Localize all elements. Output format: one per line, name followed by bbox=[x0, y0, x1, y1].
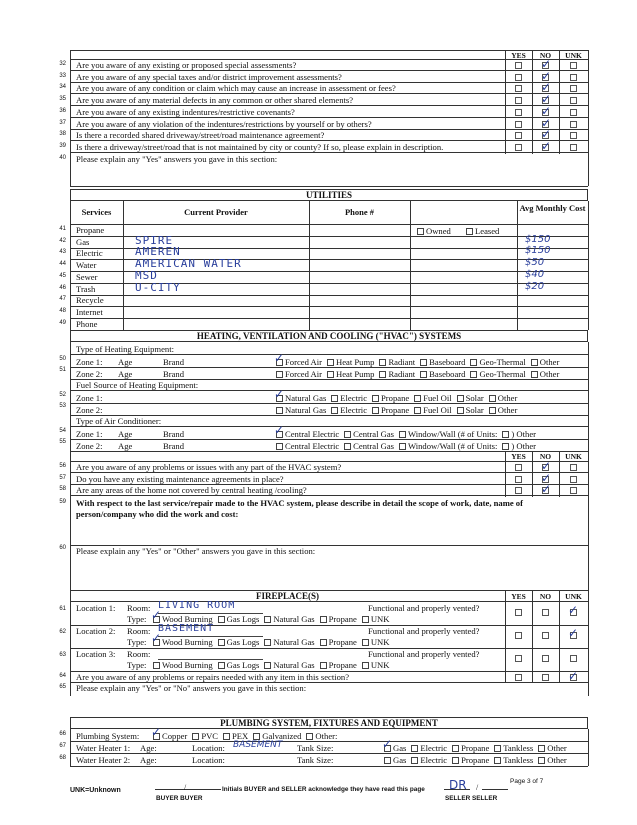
option-2[interactable]: Propane bbox=[452, 743, 489, 753]
line-number: 66 bbox=[59, 731, 66, 737]
answer-yes-checkbox[interactable] bbox=[515, 97, 522, 104]
hvac-zone2-age: Age bbox=[118, 369, 133, 379]
option-1[interactable]: Gas Logs bbox=[218, 614, 260, 624]
line-number: 50 bbox=[59, 356, 66, 362]
fuel-label: Fuel Source of Heating Equipment: bbox=[76, 380, 199, 390]
fireplace-unk-check: ✓ bbox=[568, 626, 579, 640]
option-3[interactable]: Tankless bbox=[494, 755, 533, 765]
line-number: 35 bbox=[59, 96, 66, 103]
option-check-mark: ✓ bbox=[151, 608, 162, 622]
seller-slash: / bbox=[476, 783, 479, 792]
option-0[interactable]: Forced Air bbox=[276, 369, 322, 379]
answer-check-mark: ✓ bbox=[541, 138, 552, 153]
option-0[interactable]: ✓ Wood Burning bbox=[151, 631, 213, 647]
leased-option[interactable]: Leased bbox=[466, 226, 499, 236]
question-text: Are any areas of the home not covered by central heating /cooling? bbox=[76, 485, 307, 496]
fireplace-location-label: Location 2: bbox=[76, 626, 116, 636]
option-4[interactable]: Other bbox=[538, 755, 567, 765]
seller-label: SELLER SELLER bbox=[445, 795, 498, 802]
hvac-zone2: Zone 2: bbox=[76, 369, 103, 379]
line-number: 33 bbox=[59, 72, 66, 79]
wh2-location-label: Location: bbox=[192, 755, 225, 765]
answer-unk-checkbox[interactable] bbox=[570, 74, 577, 81]
line-number: 49 bbox=[59, 319, 66, 326]
option-check-mark: ✓ bbox=[274, 387, 285, 401]
fireplace-functional-label: Functional and properly vented? bbox=[368, 626, 480, 636]
fireplace-no-checkbox[interactable] bbox=[542, 609, 549, 616]
line-number: 54 bbox=[59, 428, 66, 434]
fireplace-q64-no[interactable] bbox=[542, 674, 549, 681]
fuel-zone2: Zone 2: bbox=[76, 405, 103, 415]
ac-label: Type of Air Conditioner: bbox=[76, 416, 162, 426]
seller-initial-value: DR bbox=[449, 778, 467, 792]
option-2[interactable]: Window/Wall (# of Units: bbox=[399, 441, 497, 451]
line-number: 42 bbox=[59, 237, 66, 244]
utility-service: Trash bbox=[76, 283, 96, 294]
answer-check-mark: ✓ bbox=[541, 470, 552, 485]
fireplace-type-label: Type: bbox=[127, 637, 147, 647]
option-1[interactable]: Heat Pump bbox=[327, 369, 374, 379]
answer-unk-checkbox[interactable] bbox=[570, 132, 577, 139]
question-text: Are you aware of any material defects in any common or other shared elements? bbox=[76, 95, 354, 106]
answer-unk-checkbox[interactable] bbox=[570, 109, 577, 116]
hvac-zone1-brand: Brand bbox=[163, 357, 185, 367]
line-number: 37 bbox=[59, 119, 66, 126]
fuel-options-zone2 bbox=[276, 405, 522, 415]
answer-unk-checkbox[interactable] bbox=[570, 62, 577, 69]
answer-yes-checkbox[interactable] bbox=[515, 62, 522, 69]
answer-unk-checkbox[interactable] bbox=[570, 476, 577, 483]
fireplace-type-label: Type: bbox=[127, 660, 147, 670]
wh1-age-label: Age: bbox=[140, 743, 157, 753]
cost-header: Avg Monthly Cost bbox=[519, 203, 586, 213]
answer-unk-checkbox[interactable] bbox=[570, 144, 577, 151]
answer-check-mark: ✓ bbox=[541, 57, 552, 71]
answer-yes-checkbox[interactable] bbox=[515, 74, 522, 81]
option-3[interactable]: ) Other bbox=[502, 441, 536, 451]
fireplace-q64-unk-check: ✓ bbox=[568, 669, 579, 683]
utility-provider-value: AMEREN bbox=[135, 245, 181, 259]
line-number: 58 bbox=[59, 486, 66, 493]
fireplace-yes-checkbox[interactable] bbox=[515, 609, 522, 616]
heat-options-zone1 bbox=[274, 351, 564, 367]
utility-cost-value: $150 bbox=[525, 233, 551, 245]
utility-service: Gas bbox=[76, 236, 90, 247]
buyer-label: BUYER BUYER bbox=[156, 795, 203, 802]
question-text: Do you have any existing maintenance agreements in place? bbox=[76, 473, 284, 484]
no-header: NO bbox=[539, 592, 552, 601]
utility-provider-value: SPIRE bbox=[135, 233, 174, 247]
option-5[interactable]: Other bbox=[489, 393, 518, 403]
line-number: 53 bbox=[59, 403, 66, 409]
option-0[interactable]: ✓ Wood Burning bbox=[151, 608, 213, 624]
option-1[interactable]: Gas Logs bbox=[218, 660, 260, 670]
ac-zone2-brand: Brand bbox=[163, 441, 185, 451]
utility-cost-value: $20 bbox=[525, 280, 545, 292]
option-0[interactable]: ✓ Central Electric bbox=[274, 423, 340, 439]
option-4[interactable]: Other: bbox=[306, 731, 337, 741]
fireplace-location-label: Location 3: bbox=[76, 649, 116, 659]
fireplace-explain-label: Please explain any "Yes" or "No" answers you gave in this section: bbox=[76, 683, 307, 693]
option-3[interactable]: Tankless bbox=[494, 743, 533, 753]
option-2[interactable]: Radiant bbox=[379, 369, 415, 379]
line-number: 57 bbox=[59, 474, 66, 481]
option-2[interactable]: Natural Gas bbox=[264, 660, 314, 670]
utility-cost-value: $50 bbox=[525, 257, 545, 269]
option-4[interactable]: UNK bbox=[362, 614, 390, 624]
fireplace-no-checkbox[interactable] bbox=[542, 632, 549, 639]
fireplace-room-label: Room: bbox=[127, 626, 151, 636]
phone-header: Phone # bbox=[344, 207, 375, 217]
answer-check-mark: ✓ bbox=[541, 68, 552, 83]
line-number: 36 bbox=[59, 107, 66, 114]
line-number: 46 bbox=[59, 284, 66, 291]
provider-header: Current Provider bbox=[184, 207, 248, 217]
fireplace-yes-checkbox[interactable] bbox=[515, 632, 522, 639]
ac-zone1-brand: Brand bbox=[163, 429, 185, 439]
line-number: 41 bbox=[59, 226, 66, 232]
line-number: 65 bbox=[59, 684, 66, 690]
answer-yes-checkbox[interactable] bbox=[515, 132, 522, 139]
fireplace-functional-label: Functional and properly vented? bbox=[368, 603, 480, 613]
unk-header: UNK bbox=[565, 592, 582, 601]
heat-options-zone2 bbox=[276, 369, 564, 379]
utility-provider-value: MSD bbox=[135, 268, 158, 282]
line-number: 34 bbox=[59, 84, 66, 91]
option-1[interactable]: Central Gas bbox=[344, 429, 394, 439]
option-2[interactable]: Natural Gas bbox=[264, 637, 314, 647]
option-1[interactable]: PVC bbox=[192, 731, 218, 741]
option-3[interactable]: Fuel Oil bbox=[414, 405, 451, 415]
ac-zone2-age: Age bbox=[118, 441, 133, 451]
line-number: 59 bbox=[59, 499, 66, 505]
option-2[interactable]: Propane bbox=[452, 755, 489, 765]
line-number: 38 bbox=[59, 131, 66, 138]
seller-initial-2[interactable] bbox=[482, 789, 508, 790]
yes-header: YES bbox=[511, 51, 526, 60]
owned-option[interactable]: Owned bbox=[417, 226, 451, 236]
option-1[interactable]: Central Gas bbox=[344, 441, 394, 451]
question-text: Are you aware of any condition or claim which may cause an increase in assessment or fees? bbox=[76, 83, 396, 94]
option-0[interactable]: ✓ Forced Air bbox=[274, 351, 322, 367]
option-2[interactable]: Window/Wall (# of Units: bbox=[399, 429, 497, 439]
question-text: Is there a driveway/street/road that is not maintained by city or county? If so, please explain in description. bbox=[76, 141, 444, 152]
hvac-explain-label: Please explain any "Yes" or "Other" answers you gave in this section: bbox=[76, 546, 316, 556]
question-text: Are you aware of any problems or issues with any part of the HVAC system? bbox=[76, 462, 342, 472]
answer-check-mark: ✓ bbox=[541, 103, 552, 118]
option-1[interactable]: Heat Pump bbox=[327, 357, 374, 367]
answer-yes-checkbox[interactable] bbox=[515, 144, 522, 151]
hvac-zone1: Zone 1: bbox=[76, 357, 103, 367]
answer-unk-checkbox[interactable] bbox=[570, 487, 577, 494]
option-3[interactable]: Baseboard bbox=[420, 369, 465, 379]
line-number: 51 bbox=[59, 367, 66, 373]
ac-zone2: Zone 2: bbox=[76, 441, 103, 451]
line-number: 63 bbox=[59, 652, 66, 658]
line-number: 40 bbox=[59, 155, 66, 161]
option-3[interactable]: Propane bbox=[320, 614, 357, 624]
fireplace-type-options bbox=[153, 660, 394, 670]
wh2-age-label: Age: bbox=[140, 755, 157, 765]
question-text: Are you aware of any existing or proposed special assessments? bbox=[76, 60, 297, 70]
utility-cost-value: $150 bbox=[525, 245, 551, 257]
fireplace-yes-checkbox[interactable] bbox=[515, 655, 522, 662]
option-4[interactable]: Geo-Thermal bbox=[470, 369, 525, 379]
option-5[interactable]: Other bbox=[531, 357, 560, 367]
line-number: 61 bbox=[59, 606, 66, 612]
fireplace-room-value: BASEMENT bbox=[158, 623, 215, 634]
option-1[interactable]: Electric bbox=[331, 405, 367, 415]
utility-service: Propane bbox=[76, 225, 105, 235]
fireplace-location-label: Location 1: bbox=[76, 603, 116, 613]
yes-header: YES bbox=[511, 592, 526, 601]
plumbing-title: PLUMBING SYSTEM, FIXTURES AND EQUIPMENT bbox=[70, 717, 588, 729]
line-number: 56 bbox=[59, 463, 66, 469]
wh1-options bbox=[382, 737, 572, 753]
answer-unk-checkbox[interactable] bbox=[570, 121, 577, 128]
answer-check-mark: ✓ bbox=[541, 92, 552, 107]
option-5[interactable]: Other bbox=[489, 405, 518, 415]
option-0[interactable]: ✓ Gas bbox=[382, 737, 407, 753]
services-header: Services bbox=[81, 207, 112, 217]
answer-check-mark: ✓ bbox=[541, 459, 552, 473]
option-0[interactable]: ✓ Natural Gas bbox=[274, 387, 327, 403]
answer-unk-checkbox[interactable] bbox=[570, 464, 577, 471]
answer-yes-checkbox[interactable] bbox=[515, 121, 522, 128]
answer-check-mark: ✓ bbox=[541, 127, 552, 142]
line-number: 45 bbox=[59, 272, 66, 279]
option-4[interactable]: Solar bbox=[457, 405, 484, 415]
utility-service: Water bbox=[76, 260, 97, 271]
fuel-options-zone1 bbox=[274, 387, 522, 403]
fireplace-title: FIREPLACE(S) bbox=[255, 591, 319, 601]
fireplace-q64-yes[interactable] bbox=[515, 674, 522, 681]
fireplace-functional-label: Functional and properly vented? bbox=[368, 649, 480, 659]
option-3[interactable]: Propane bbox=[320, 637, 357, 647]
wh1-location-label: Location: bbox=[192, 743, 225, 753]
wh2-tank-label: Tank Size: bbox=[297, 755, 334, 765]
fireplace-problems-question: Are you aware of any problems or repairs needed with any item in this section? bbox=[76, 672, 350, 682]
answer-unk-checkbox[interactable] bbox=[570, 85, 577, 92]
utility-service: Sewer bbox=[76, 271, 98, 282]
answer-yes-checkbox[interactable] bbox=[515, 464, 522, 471]
option-5[interactable]: Other bbox=[531, 369, 560, 379]
hvac-zone1-age: Age bbox=[118, 357, 133, 367]
option-4[interactable]: Other bbox=[538, 743, 567, 753]
page-number: Page 3 of 7 bbox=[510, 778, 544, 785]
option-4[interactable]: Solar bbox=[457, 393, 484, 403]
utility-provider-value: U-CITY bbox=[135, 280, 181, 294]
ac-options-zone2 bbox=[276, 441, 541, 451]
line-number: 64 bbox=[59, 673, 66, 679]
line-number: 60 bbox=[59, 545, 66, 551]
answer-check-mark: ✓ bbox=[541, 115, 552, 130]
fireplace-room-label: Room: bbox=[127, 649, 151, 659]
yes-header: YES bbox=[511, 452, 526, 461]
utility-service: Phone bbox=[76, 318, 98, 329]
fireplace-no-checkbox[interactable] bbox=[542, 655, 549, 662]
option-check-mark: ✓ bbox=[274, 351, 285, 365]
option-2[interactable]: Propane bbox=[372, 393, 409, 403]
question-text: Are you aware of any existing indentures/restrictive covenants? bbox=[76, 106, 295, 117]
buyer-initial-2[interactable] bbox=[191, 789, 221, 790]
option-4[interactable]: Geo-Thermal bbox=[470, 357, 525, 367]
option-4[interactable]: UNK bbox=[362, 637, 390, 647]
line-number: 44 bbox=[59, 261, 66, 268]
option-1[interactable]: Electric bbox=[331, 393, 367, 403]
fireplace-type-label: Type: bbox=[127, 614, 147, 624]
option-3[interactable]: Galvanized bbox=[253, 731, 301, 741]
option-2[interactable]: Propane bbox=[372, 405, 409, 415]
option-0[interactable]: ✓ Copper bbox=[151, 725, 188, 741]
unk-legend: UNK=Unknown bbox=[70, 787, 121, 794]
no-header: NO bbox=[539, 51, 552, 60]
option-4[interactable]: UNK bbox=[362, 660, 390, 670]
option-2[interactable]: PEX bbox=[223, 731, 248, 741]
option-check-mark: ✓ bbox=[382, 737, 393, 751]
question-text: Are you aware of any violation of the indentures/restrictions by yourself or by others? bbox=[76, 118, 372, 129]
plumbing-system-label: Plumbing System: bbox=[76, 731, 140, 741]
answer-yes-checkbox[interactable] bbox=[515, 476, 522, 483]
line-number: 67 bbox=[59, 743, 66, 749]
line-number: 68 bbox=[59, 755, 66, 761]
line-number: 55 bbox=[59, 439, 66, 445]
option-3[interactable]: Propane bbox=[320, 660, 357, 670]
answer-yes-checkbox[interactable] bbox=[515, 487, 522, 494]
ac-options-zone1 bbox=[274, 423, 541, 439]
option-3[interactable]: ) Other bbox=[502, 429, 536, 439]
ac-zone1: Zone 1: bbox=[76, 429, 103, 439]
option-2[interactable]: Natural Gas bbox=[264, 614, 314, 624]
fireplace-room-label: Room: bbox=[127, 603, 151, 613]
answer-yes-checkbox[interactable] bbox=[515, 109, 522, 116]
option-0[interactable]: Natural Gas bbox=[276, 405, 326, 415]
wh1-location-value: BASEMENT bbox=[233, 740, 283, 750]
ac-zone1-age: Age bbox=[118, 429, 133, 439]
option-0[interactable]: Central Electric bbox=[276, 441, 339, 451]
line-number: 32 bbox=[59, 61, 66, 67]
utility-service: Internet bbox=[76, 306, 103, 317]
initials-acknowledge: Initials BUYER and SELLER acknowledge they have read this page bbox=[222, 786, 425, 793]
water-heater-1-label: Water Heater 1: bbox=[76, 743, 131, 753]
line-number: 48 bbox=[59, 307, 66, 314]
heat-type-label: Type of Heating Equipment: bbox=[76, 344, 174, 354]
utility-cost-value: $40 bbox=[525, 268, 545, 280]
line-number: 52 bbox=[59, 392, 66, 398]
utility-provider-value: AMERICAN WATER bbox=[135, 257, 242, 271]
answer-check-mark: ✓ bbox=[541, 482, 552, 497]
fireplace-unk-check: ✓ bbox=[568, 603, 579, 617]
option-check-mark: ✓ bbox=[151, 725, 162, 739]
assessment-explain-label: Please explain any "Yes" answers you gave in this section: bbox=[76, 154, 278, 164]
wh2-options bbox=[384, 755, 572, 765]
option-check-mark: ✓ bbox=[151, 631, 162, 645]
option-1[interactable]: Electric bbox=[411, 755, 447, 765]
line-number: 39 bbox=[59, 142, 66, 149]
fireplace-type-options bbox=[151, 631, 394, 647]
water-heater-2-label: Water Heater 2: bbox=[76, 755, 131, 765]
fireplace-unk-checkbox[interactable] bbox=[570, 655, 577, 662]
hvac-zone2-brand: Brand bbox=[163, 369, 185, 379]
no-header: NO bbox=[539, 452, 552, 461]
line-number: 62 bbox=[59, 629, 66, 635]
fireplace-room-value: LIVING ROOM bbox=[158, 600, 236, 611]
utility-service: Recycle bbox=[76, 295, 104, 306]
option-0[interactable]: Wood Burning bbox=[153, 660, 213, 670]
answer-check-mark: ✓ bbox=[541, 80, 552, 95]
option-1[interactable]: Gas Logs bbox=[218, 637, 260, 647]
option-2[interactable]: Radiant bbox=[379, 357, 415, 367]
option-1[interactable]: Electric bbox=[411, 743, 447, 753]
line-number: 43 bbox=[59, 249, 66, 256]
hvac-service-label: With respect to the last service/repair made to the HVAC system, please describe in detail the scope of work, date, name of person/company who did the work and cost: bbox=[76, 498, 523, 519]
fuel-zone1: Zone 1: bbox=[76, 393, 103, 403]
buyer-slash: / bbox=[184, 783, 187, 792]
utilities-title: UTILITIES bbox=[70, 189, 588, 201]
line-number: 47 bbox=[59, 296, 66, 303]
question-text: Are you aware of any special taxes and/or district improvement assessments? bbox=[76, 71, 342, 82]
utility-service: Electric bbox=[76, 248, 103, 259]
option-check-mark: ✓ bbox=[274, 423, 285, 437]
option-3[interactable]: Fuel Oil bbox=[414, 393, 451, 403]
answer-yes-checkbox[interactable] bbox=[515, 85, 522, 92]
option-3[interactable]: Baseboard bbox=[420, 357, 465, 367]
unk-header: UNK bbox=[565, 452, 582, 461]
hvac-title: HEATING, VENTILATION AND COOLING ("HVAC") SYSTEMS bbox=[70, 330, 588, 342]
unk-header: UNK bbox=[565, 51, 582, 60]
answer-unk-checkbox[interactable] bbox=[570, 97, 577, 104]
option-0[interactable]: Gas bbox=[384, 755, 406, 765]
wh1-tank-label: Tank Size: bbox=[297, 743, 334, 753]
question-text: Is there a recorded shared driveway/street/road maintenance agreement? bbox=[76, 130, 325, 141]
